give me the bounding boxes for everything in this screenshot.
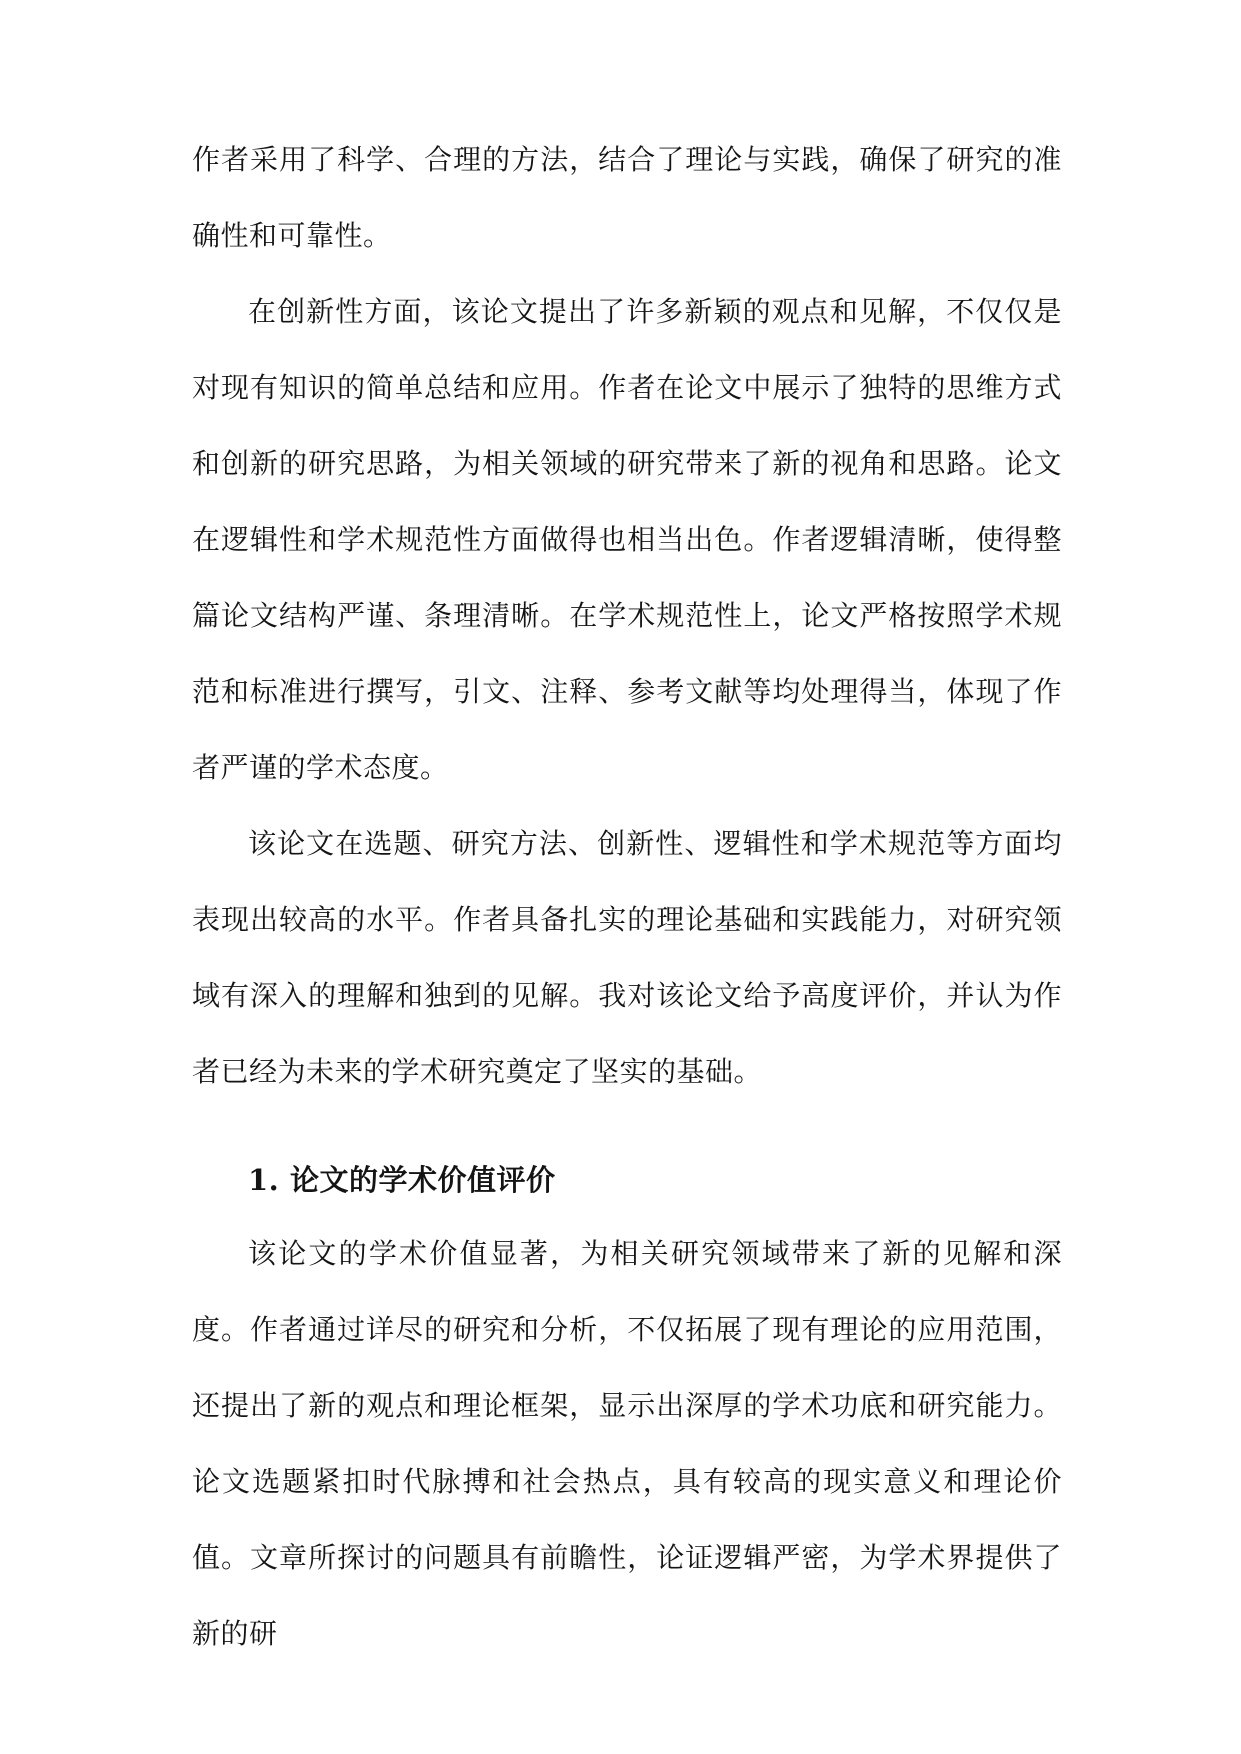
section-heading-number: 1. bbox=[248, 1163, 280, 1197]
paragraph-innovation: 在创新性方面，该论文提出了许多新颖的观点和见解，不仅仅是对现有知识的简单总结和应用。作者在论文中展示了独特的思维方式和创新的研究思路，为相关领域的研究带来了新的视角和思路。论文在逻辑性和学术规范性方面做得也相当出色。作者逻辑清晰，使得整篇论文结构严谨、条理清晰。在学术规范性上，论文严格按照学术规范和标准进行撰写，引文、注释、参考文献等均处理得当，体现了作者严谨的学术态度。 bbox=[192, 295, 1062, 784]
body-text-after-heading bbox=[192, 1216, 1062, 1672]
section-heading bbox=[248, 1160, 556, 1200]
section-heading-title: 论文的学术价值评价 bbox=[290, 1163, 556, 1197]
paragraph-academic-value: 该论文的学术价值显著，为相关研究领域带来了新的见解和深度。作者通过详尽的研究和分析，不仅拓展了现有理论的应用范围，还提出了新的观点和理论框架，显示出深厚的学术功底和研究能力。论文选题紧扣时代脉搏和社会热点，具有较高的现实意义和理论价值。文章所探讨的问题具有前瞻性，论证逻辑严密，为学术界提供了新的研 bbox=[192, 1237, 1062, 1650]
paragraph-method: 作者采用了科学、合理的方法，结合了理论与实践，确保了研究的准确性和可靠性。 bbox=[192, 143, 1062, 252]
paragraph-overall-evaluation: 该论文在选题、研究方法、创新性、逻辑性和学术规范等方面均表现出较高的水平。作者具备扎实的理论基础和实践能力，对研究领域有深入的理解和独到的见解。我对该论文给予高度评价，并认为作者已经为未来的学术研究奠定了坚实的基础。 bbox=[192, 827, 1062, 1088]
body-text-before-heading bbox=[192, 122, 1062, 1110]
